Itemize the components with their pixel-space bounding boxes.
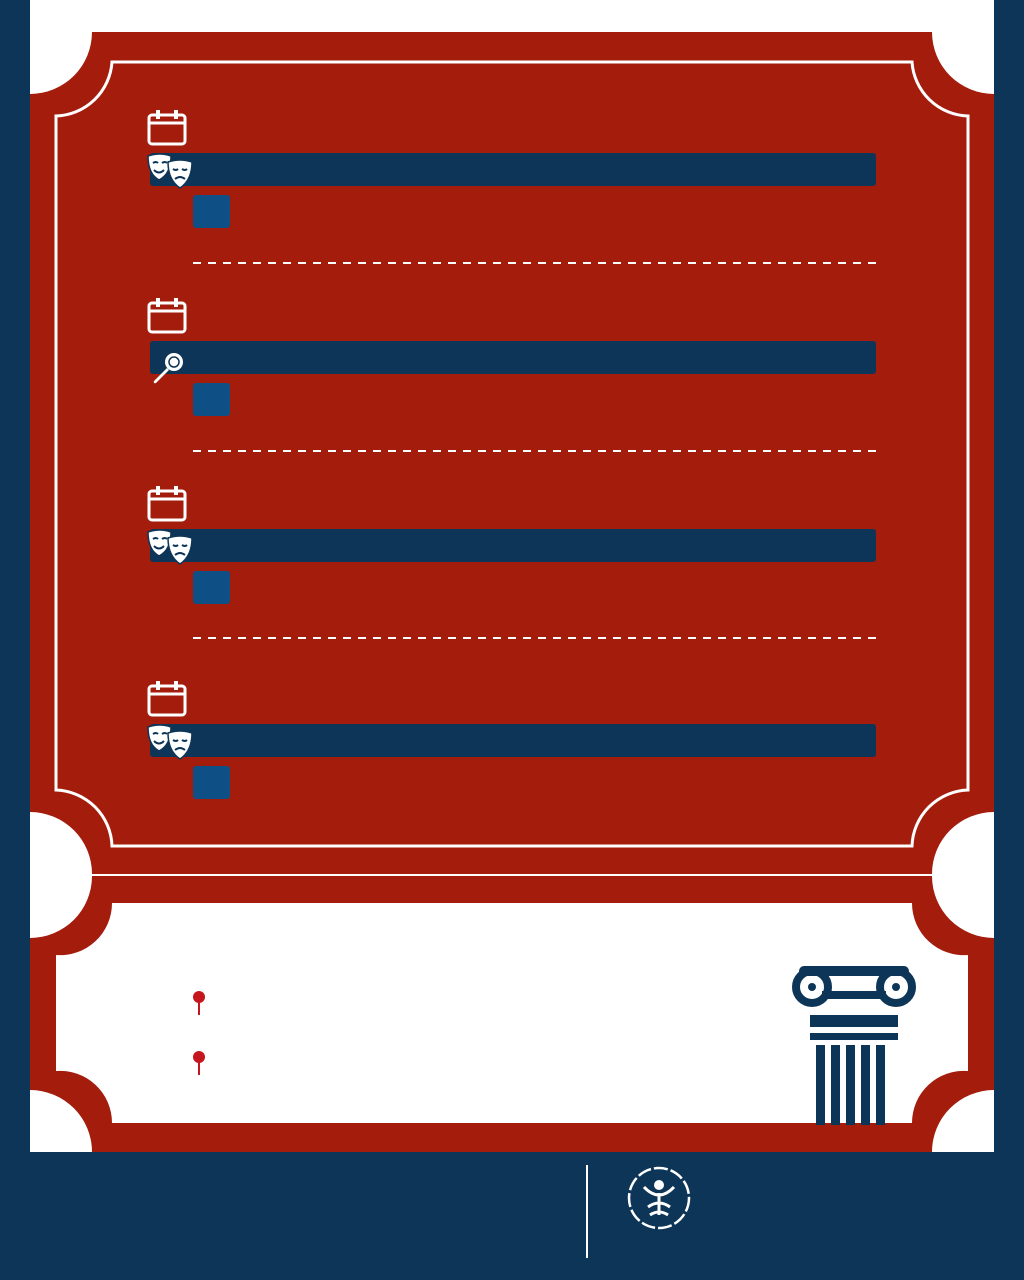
venue-bar: [150, 529, 876, 562]
calendar-icon: [147, 298, 187, 334]
theater-masks-icon: [144, 150, 196, 194]
venue-bar: [150, 153, 876, 186]
microphone-icon: [148, 348, 188, 388]
theater-masks-icon: [144, 721, 196, 765]
location-pin-icon: [192, 1050, 206, 1076]
event-show: [193, 571, 230, 604]
calendar-icon: [147, 486, 187, 522]
municipality-logo-icon: [624, 1163, 694, 1233]
location-pin-icon: [192, 990, 206, 1016]
theater-masks-icon: [144, 526, 196, 570]
calendar-icon: [147, 681, 187, 717]
event-show: [193, 766, 230, 799]
calendar-icon: [147, 110, 187, 146]
event-show: [193, 383, 230, 416]
venue-bar: [150, 724, 876, 757]
event-show: [193, 195, 230, 228]
ionic-column-icon: [792, 965, 916, 1125]
venue-bar: [150, 341, 876, 374]
